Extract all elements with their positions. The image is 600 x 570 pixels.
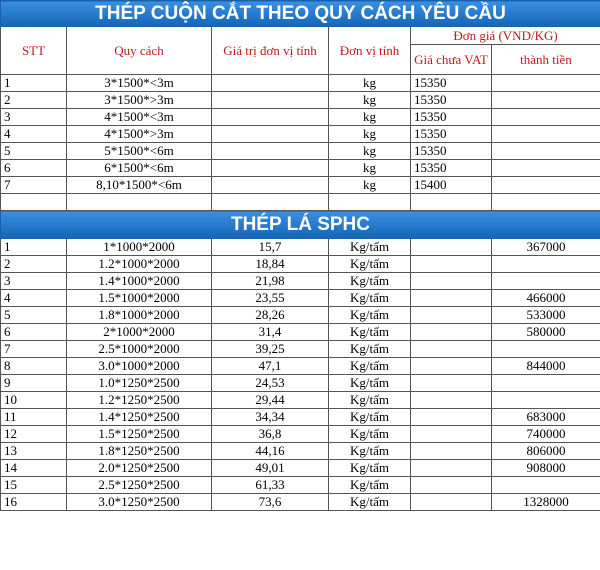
cell-unit: kg xyxy=(329,75,411,92)
cell-total xyxy=(492,341,600,358)
table-row xyxy=(1,143,600,160)
cell-unit: Kg/tấm xyxy=(329,494,411,511)
table-row xyxy=(1,307,600,324)
cell-price: 15350 xyxy=(411,126,492,143)
cell-total: 1328000 xyxy=(492,494,600,511)
cell-spec: 4*1500*>3m xyxy=(67,126,212,143)
cell-price xyxy=(411,290,492,307)
cell-unit-value: 73,6 xyxy=(212,494,329,511)
table-row xyxy=(1,256,600,273)
cell-stt: 5 xyxy=(1,143,67,160)
cell-price xyxy=(411,273,492,290)
cell-total xyxy=(492,160,600,177)
cell-total: 844000 xyxy=(492,358,600,375)
cell-unit-value: 36,8 xyxy=(212,426,329,443)
cell-unit: Kg/tấm xyxy=(329,477,411,494)
cell-unit-value xyxy=(212,75,329,92)
cell-price xyxy=(411,341,492,358)
cell-total xyxy=(492,477,600,494)
cell-price xyxy=(411,358,492,375)
cell-unit-value: 24,53 xyxy=(212,375,329,392)
cell-stt: 15 xyxy=(1,477,67,494)
cell-total xyxy=(492,392,600,409)
cell-price xyxy=(411,426,492,443)
cell-stt: 1 xyxy=(1,75,67,92)
table-row xyxy=(1,460,600,477)
cell-unit: kg xyxy=(329,160,411,177)
cell-unit-value xyxy=(212,177,329,194)
cell-spec: 2*1000*2000 xyxy=(67,324,212,341)
cell-price xyxy=(411,477,492,494)
cell-stt: 5 xyxy=(1,307,67,324)
cell-spec: 1.2*1250*2500 xyxy=(67,392,212,409)
cell-spec: 1.0*1250*2500 xyxy=(67,375,212,392)
table-row xyxy=(1,273,600,290)
table-row xyxy=(1,443,600,460)
cell-price xyxy=(411,392,492,409)
cell-unit: Kg/tấm xyxy=(329,273,411,290)
cell-unit-value: 15,7 xyxy=(212,239,329,256)
cell-total: 806000 xyxy=(492,443,600,460)
table-row xyxy=(1,126,600,143)
cell-unit-value: 28,26 xyxy=(212,307,329,324)
header-unit-value: Giá trị đơn vị tính xyxy=(212,27,329,75)
cell-unit: Kg/tấm xyxy=(329,307,411,324)
cell-spec: 3.0*1250*2500 xyxy=(67,494,212,511)
cell-total xyxy=(492,92,600,109)
cell-spec: 2.5*1000*2000 xyxy=(67,341,212,358)
cell-price xyxy=(411,443,492,460)
cell-price xyxy=(411,256,492,273)
cell-unit: kg xyxy=(329,143,411,160)
cell-unit-value: 49,01 xyxy=(212,460,329,477)
cell-stt: 4 xyxy=(1,290,67,307)
header-spec: Quy cách xyxy=(67,27,212,75)
cell-total xyxy=(492,143,600,160)
cell-stt: 2 xyxy=(1,256,67,273)
cell-price xyxy=(411,409,492,426)
cell-price xyxy=(411,494,492,511)
cell-unit: kg xyxy=(329,109,411,126)
table-row xyxy=(1,392,600,409)
cell-unit: Kg/tấm xyxy=(329,443,411,460)
cell-price xyxy=(411,307,492,324)
cell-unit: Kg/tấm xyxy=(329,290,411,307)
cell-stt: 3 xyxy=(1,273,67,290)
cell-spec: 1.2*1000*2000 xyxy=(67,256,212,273)
cell-spec: 1*1000*2000 xyxy=(67,239,212,256)
cell-spec: 3*1500*<3m xyxy=(67,75,212,92)
header-total: thành tiền xyxy=(492,45,600,75)
cell-unit: Kg/tấm xyxy=(329,239,411,256)
cell-unit: kg xyxy=(329,126,411,143)
header-unit: Đơn vị tính xyxy=(329,27,411,75)
table-row xyxy=(1,290,600,307)
cell-unit: Kg/tấm xyxy=(329,460,411,477)
cell-price xyxy=(411,324,492,341)
cell-spec: 1.4*1000*2000 xyxy=(67,273,212,290)
cell-price: 15400 xyxy=(411,177,492,194)
cell-spec: 5*1500*<6m xyxy=(67,143,212,160)
table-row xyxy=(1,341,600,358)
cell-price: 15350 xyxy=(411,75,492,92)
cell-total xyxy=(492,109,600,126)
cell-price xyxy=(411,460,492,477)
cell-total: 908000 xyxy=(492,460,600,477)
cell-unit xyxy=(329,194,411,211)
cell-unit-value: 18,84 xyxy=(212,256,329,273)
cell-unit-value xyxy=(212,92,329,109)
cell-stt xyxy=(1,194,67,211)
cell-spec xyxy=(67,194,212,211)
cell-unit: Kg/tấm xyxy=(329,324,411,341)
cell-unit-value xyxy=(212,160,329,177)
table-row xyxy=(1,477,600,494)
cell-unit: Kg/tấm xyxy=(329,358,411,375)
cell-stt: 7 xyxy=(1,177,67,194)
cell-stt: 9 xyxy=(1,375,67,392)
table-row xyxy=(1,160,600,177)
cell-stt: 16 xyxy=(1,494,67,511)
cell-stt: 12 xyxy=(1,426,67,443)
cell-spec: 1.8*1250*2500 xyxy=(67,443,212,460)
cell-spec: 1.8*1000*2000 xyxy=(67,307,212,324)
cell-price xyxy=(411,375,492,392)
header-stt: STT xyxy=(1,27,67,75)
cell-unit-value: 39,25 xyxy=(212,341,329,358)
cell-total xyxy=(492,177,600,194)
cell-spec: 1.4*1250*2500 xyxy=(67,409,212,426)
cell-total: 466000 xyxy=(492,290,600,307)
cell-total xyxy=(492,273,600,290)
cell-stt: 10 xyxy=(1,392,67,409)
table-row xyxy=(1,358,600,375)
cell-price: 15350 xyxy=(411,160,492,177)
cell-unit-value xyxy=(212,194,329,211)
table-row xyxy=(1,409,600,426)
cell-unit: Kg/tấm xyxy=(329,392,411,409)
cell-stt: 13 xyxy=(1,443,67,460)
cell-price xyxy=(411,194,492,211)
cell-total: 580000 xyxy=(492,324,600,341)
cell-total xyxy=(492,75,600,92)
cell-unit-value xyxy=(212,126,329,143)
table-row xyxy=(1,494,600,511)
cell-stt: 11 xyxy=(1,409,67,426)
cell-total: 367000 xyxy=(492,239,600,256)
cell-spec: 4*1500*<3m xyxy=(67,109,212,126)
cell-unit: Kg/tấm xyxy=(329,341,411,358)
table-row xyxy=(1,375,600,392)
cell-total xyxy=(492,256,600,273)
cell-unit-value: 21,98 xyxy=(212,273,329,290)
cell-unit-value: 44,16 xyxy=(212,443,329,460)
section-title-coil: THÉP CUỘN CẮT THEO QUY CÁCH YÊU CẦU xyxy=(1,1,600,27)
cell-unit-value: 29,44 xyxy=(212,392,329,409)
cell-stt: 14 xyxy=(1,460,67,477)
cell-total: 740000 xyxy=(492,426,600,443)
table-row xyxy=(1,239,600,256)
table-row xyxy=(1,109,600,126)
cell-price: 15350 xyxy=(411,109,492,126)
cell-stt: 8 xyxy=(1,358,67,375)
cell-stt: 6 xyxy=(1,324,67,341)
cell-unit-value: 61,33 xyxy=(212,477,329,494)
cell-price: 15350 xyxy=(411,143,492,160)
cell-spec: 8,10*1500*<6m xyxy=(67,177,212,194)
cell-unit: Kg/tấm xyxy=(329,426,411,443)
table-row xyxy=(1,92,600,109)
cell-unit: Kg/tấm xyxy=(329,256,411,273)
cell-unit: Kg/tấm xyxy=(329,375,411,392)
cell-stt: 2 xyxy=(1,92,67,109)
cell-unit: Kg/tấm xyxy=(329,409,411,426)
table-row xyxy=(1,177,600,194)
cell-unit-value xyxy=(212,143,329,160)
cell-total: 683000 xyxy=(492,409,600,426)
cell-spec: 1.5*1000*2000 xyxy=(67,290,212,307)
section-banner-coil xyxy=(1,1,600,27)
cell-total: 533000 xyxy=(492,307,600,324)
cell-unit-value: 47,1 xyxy=(212,358,329,375)
cell-spec: 1.5*1250*2500 xyxy=(67,426,212,443)
header-price-group: Đơn giá (VND/KG) xyxy=(411,27,600,45)
cell-stt: 1 xyxy=(1,239,67,256)
cell-stt: 3 xyxy=(1,109,67,126)
cell-spec: 3*1500*>3m xyxy=(67,92,212,109)
table-row xyxy=(1,75,600,92)
cell-total xyxy=(492,126,600,143)
header-price-excl-vat: Giá chưa VAT xyxy=(411,45,492,75)
header-row xyxy=(1,27,600,45)
cell-spec: 2.5*1250*2500 xyxy=(67,477,212,494)
table-row xyxy=(1,324,600,341)
cell-stt: 7 xyxy=(1,341,67,358)
cell-price: 15350 xyxy=(411,92,492,109)
section-banner-sphc xyxy=(1,211,600,239)
cell-stt: 4 xyxy=(1,126,67,143)
cell-spec: 6*1500*<6m xyxy=(67,160,212,177)
cell-unit-value: 34,34 xyxy=(212,409,329,426)
table-row xyxy=(1,194,600,211)
cell-unit: kg xyxy=(329,177,411,194)
cell-unit-value: 31,4 xyxy=(212,324,329,341)
cell-unit-value xyxy=(212,109,329,126)
table-row xyxy=(1,426,600,443)
section-title-sphc: THÉP LÁ SPHC xyxy=(1,211,600,239)
cell-total xyxy=(492,194,600,211)
cell-unit-value: 23,55 xyxy=(212,290,329,307)
cell-price xyxy=(411,239,492,256)
cell-spec: 2.0*1250*2500 xyxy=(67,460,212,477)
cell-total xyxy=(492,375,600,392)
cell-stt: 6 xyxy=(1,160,67,177)
cell-unit: kg xyxy=(329,92,411,109)
cell-spec: 3.0*1000*2000 xyxy=(67,358,212,375)
